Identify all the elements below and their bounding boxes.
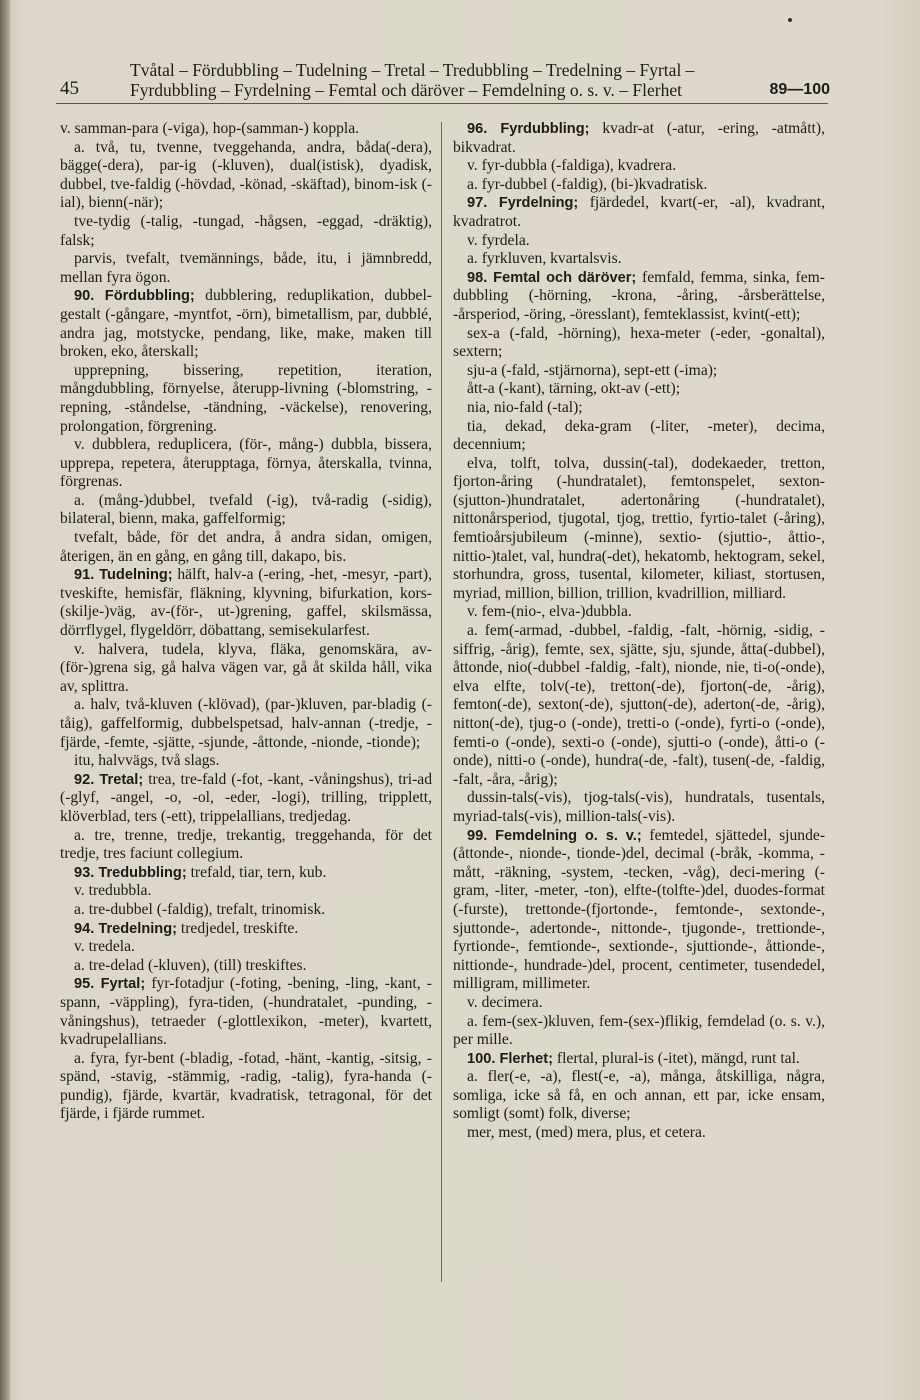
entry-text: v. tredubbla. — [74, 882, 152, 900]
entry-paragraph — [60, 752, 432, 771]
entry-text: tia, dekad, deka-gram (-liter, -meter), decima, decennium; — [453, 417, 825, 454]
entry-heading-paragraph — [60, 920, 432, 939]
entry-paragraph — [453, 232, 825, 251]
entry-paragraph — [60, 492, 432, 529]
entry-heading-paragraph — [60, 864, 432, 883]
ink-speck — [788, 18, 792, 22]
entry-paragraph — [453, 603, 825, 622]
entry-text: a. fyra, fyr-bent (-bladig, -fotad, -hänt, -kantig, -sitsig, -spänd, -stavig, -stämmig, -radig, -talig), fyra-handa (-pundig), fjärde, kvartär, kvadratisk, tetragonal, för det fjärde, i fjärde rummet. — [60, 1049, 432, 1123]
entry-headword: 94. Tredelning; — [74, 920, 177, 937]
running-header-line-2-row — [130, 80, 830, 100]
entry-paragraph — [453, 994, 825, 1013]
entry-paragraph — [60, 827, 432, 864]
entry-paragraph — [453, 325, 825, 362]
entry-text: a. två, tu, tvenne, tveggehanda, andra, båda(-dera), bägge(-dera), par-ig (-kluven), dual(istisk), dyadisk, dubbel, tve-faldig (-hövdad, -könad, -skäftad), binom-isk (-ial), bienn(-när); — [60, 138, 432, 212]
entry-heading-paragraph — [60, 566, 432, 640]
right-column — [453, 120, 825, 1143]
entry-text: trea, tre-fald (-fot, -kant, -våningshus), tri-ad (-glyf, -angel, -o, -ol, -eder, -logi), trilling, tripplett, klöverblad, ters (-ett), trippelallians, tredjedag. — [60, 770, 432, 825]
entry-text: a. fler(-e, -a), flest(-e, -a), många, åtskilliga, några, somliga, icke så få, en och annan, ett par, icke ensam, somligt (somt) folk, diverse; — [453, 1068, 825, 1123]
entry-heading-paragraph — [453, 1050, 825, 1069]
entry-paragraph — [60, 362, 432, 436]
entry-text: kvadr-at (-atur, -ering, -atmått), bikvadrat. — [453, 120, 825, 156]
entry-paragraph — [453, 789, 825, 826]
entry-text: a. fem-(sex-)kluven, fem-(sex-)flikig, femdelad (o. s. v.), per mille. — [453, 1012, 825, 1049]
entry-text: v. fyrdela. — [467, 231, 530, 249]
entry-text: hälft, halv-a (-ering, -het, -mesyr, -part), tveskifte, hemisfär, fläkning, klyvning, bifurkation, kors-(skilje-)väg, av-(för-, ut-)grening, gaffel, skilsmässa, dörrflygel, flygeldörr, döbattang, semisekularfest. — [60, 566, 432, 640]
running-header-line-2: Fyrdubbling – Fyrdelning – Femtal och däröver – Femdelning o. s. v. – Flerhet — [130, 80, 682, 100]
entry-text: v. dubblera, reduplicera, (för-, mång-) dubbla, bissera, upprepa, repetera, återupptaga, förnya, återskalla, tvinna, förgrenas. — [60, 436, 432, 491]
entry-heading-paragraph — [60, 287, 432, 361]
left-column — [60, 120, 432, 1124]
running-header — [130, 60, 830, 100]
entry-paragraph — [60, 436, 432, 492]
entry-paragraph — [453, 362, 825, 381]
entry-heading-paragraph — [453, 194, 825, 231]
entry-text: v. tredela. — [74, 938, 135, 956]
entry-paragraph — [453, 399, 825, 418]
entry-text: a. tre, trenne, tredje, trekantig, treggehanda, för det tredje, tres faciunt collegium. — [60, 826, 432, 863]
entry-paragraph — [60, 696, 432, 752]
entry-paragraph — [453, 176, 825, 195]
entry-text: a. fem(-armad, -dubbel, -faldig, -falt, -hörnig, -sidig, -siffrig, -årig), femte, sex, sjätte, sju, sjunde, åtta(-dubbel), åttonde, nio(-dubbel -faldig, -falt), nionde, nie, ti-o(-onde), elva elfte, tolv(-te), tretton(-de), fjorton(-de, -årig), femton(-de), sexton(-de), sjutton(-de), aderton(-de, -årig), nitton(-de), tjug-o (-onde), tretti-o (-onde), fyrti-o (-onde), femti-o (-onde), sexti-o (-onde), sjutti-o (-onde), åtti-o (-onde), nitti-o (-onde), hundra(-de, -falt), tusen(-de, -faldig, -falt, -åra, -årig); — [453, 622, 825, 788]
entry-heading-paragraph — [60, 771, 432, 827]
entry-text: trefald, tiar, tern, kub. — [186, 863, 327, 881]
header-rule — [56, 103, 828, 104]
entry-text: sju-a (-fald, -stjärnorna), sept-ett (-ima); — [467, 361, 718, 379]
entry-text: a. fyrkluven, kvartalsvis. — [467, 250, 622, 268]
entry-paragraph — [60, 938, 432, 957]
entry-paragraph — [453, 1068, 825, 1124]
entry-heading-paragraph — [60, 975, 432, 1049]
entry-heading-paragraph — [453, 269, 825, 325]
entry-text: v. decimera. — [467, 993, 543, 1011]
entry-text: flertal, plural-is (-itet), mängd, runt tal. — [552, 1049, 800, 1067]
entry-paragraph — [60, 901, 432, 920]
page-spine-shadow — [0, 0, 10, 1400]
entry-text: upprepning, bissering, repetition, iteration, mångdubbling, förnyelse, återupp-livning (-blomstring, -repning, -ståndelse, -tändning, -väckelse), renovering, prolongation, förgrening. — [60, 361, 432, 435]
entry-paragraph — [60, 120, 432, 139]
entry-paragraph — [60, 213, 432, 250]
section-range: 89—100 — [769, 81, 830, 98]
entry-paragraph — [60, 641, 432, 697]
entry-heading-paragraph — [453, 120, 825, 157]
entry-text: tve-tydig (-talig, -tungad, -hågsen, -eggad, -dräktig), falsk; — [60, 212, 432, 249]
entry-text: sex-a (-fald, -hörning), hexa-meter (-eder, -gonaltal), sextern; — [453, 324, 825, 361]
entry-paragraph — [453, 157, 825, 176]
entry-headword: 99. Femdelning o. s. v.; — [467, 827, 642, 844]
entry-text: v. samman-para (-viga), hop-(samman-) koppla. — [60, 120, 360, 137]
entry-text: itu, halvvägs, två slags. — [74, 752, 220, 770]
entry-text: fjärdedel, kvart(-er, -al), kvadrant, kvadratrot. — [453, 194, 825, 230]
entry-text: a. (mång-)dubbel, tvefald (-ig), två-radig (-sidig), bilateral, bienn, maka, gaffelformig; — [60, 491, 432, 528]
page-number: 45 — [60, 78, 79, 99]
entry-text: a. halv, två-kluven (-klövad), (par-)kluven, par-bladig (-tåig), gaffelformig, dubbelspetsad, halv-annan (-tredje, -fjärde, -femte, -sjätte, -sjunde, -åttonde, -nionde, -tionde); — [60, 696, 432, 751]
entry-paragraph — [453, 1124, 825, 1143]
entry-text: femfald, femma, sinka, fem-dubbling (-hörning, -krona, -åring, -årsberättelse, -årsperiod, -öring, -öresslant), femteklassist, kvint(-ett); — [453, 268, 825, 323]
entry-paragraph — [453, 250, 825, 269]
entry-text: tredjedel, treskifte. — [177, 919, 299, 937]
entry-text: fyr-fotadjur (-foting, -bening, -ling, -kant, -spann, -väppling), fyra-tiden, (-hundratalet, -punding, -våningshus), tetraeder (-glottlexikon, -meter), kvartett, kvadrupelallians. — [60, 975, 432, 1049]
entry-paragraph — [60, 250, 432, 287]
entry-headword: 90. Fördubbling; — [74, 288, 195, 305]
entry-paragraph — [60, 529, 432, 566]
entry-paragraph — [453, 380, 825, 399]
entry-paragraph — [453, 418, 825, 455]
entry-text: a. tre-delad (-kluven), (till) treskiftes. — [74, 956, 307, 974]
entry-text: nia, nio-fald (-tal); — [467, 398, 583, 416]
entry-paragraph — [60, 139, 432, 213]
entry-headword: 97. Fyrdelning; — [467, 195, 579, 212]
entry-text: dussin-tals(-vis), tjog-tals(-vis), hundratals, tusentals, myriad-tals(-vis), million-tals(-vis). — [453, 789, 825, 825]
entry-text: v. fyr-dubbla (-faldiga), kvadrera. — [467, 157, 677, 175]
entry-paragraph — [453, 622, 825, 789]
entry-headword: 95. Fyrtal; — [74, 976, 146, 993]
entry-text: parvis, tvefalt, tvemännings, både, itu, i jämnbredd, mellan fyra ögon. — [60, 250, 432, 286]
entry-paragraph — [60, 1050, 432, 1124]
entry-text: a. fyr-dubbel (-faldig), (bi-)kvadratisk. — [467, 175, 708, 193]
entry-text: a. tre-dubbel (-faldig), trefalt, trinomisk. — [74, 900, 326, 918]
entry-text: femtedel, sjättedel, sjunde-(åttonde-, nionde-, tionde-)del, decimal (-bråk, -komma, -mått, -räkning, -system, -tecken, -våg), deci-mering (-gram, -liter, -meter, -ton), elfte-(tolfte-)del, duodes-format (-furste), trettonde-(fjortonde-, femtonde-, sextonde-, sjuttonde-, adertonde-, nittonde-, tjugonde-, trettionde-, fyrtionde-, femtionde-, sextionde-, sjuttionde-, åttionde-, nittionde-, hundrade-)del, procent, centimeter, tusendedel, milligram, millimeter. — [453, 826, 826, 993]
entry-paragraph — [60, 957, 432, 976]
entry-heading-paragraph — [453, 827, 825, 994]
entry-text: v. fem-(nio-, elva-)dubbla. — [467, 603, 632, 621]
entry-text: elva, tolft, tolva, dussin(-tal), dodekaeder, tretton, fjorton-åring (-hundratalet), femtonspelet, sexton-(sjutton-)hundratalet, adertonåring (-hundratalet), nittonårsperiod, tjugotal, tjog, trettio, fyrtio-talet (-åring), femtioårsjubileum (-minne), sextio- (sjuttio-, åttio-, nittio-)talet, val, hundra(-det), hekatomb, hektogram, sekel, storhundra, gross, tusental, kilometer, kiliast, stortusen, myriad, million, billion, trillion, kvadrillion, milliard. — [453, 454, 825, 602]
entry-paragraph — [60, 882, 432, 901]
entry-headword: 93. Tredubbling; — [74, 864, 187, 881]
entry-text: tvefalt, både, för det andra, å andra sidan, omigen, återigen, än en gång, en gång till, dakapo, bis. — [60, 529, 432, 565]
entry-text: dubblering, reduplikation, dubbel-gestalt (-gångare, -myntfot, -örn), bimetallism, par, dubblé, andra jag, motstycke, pendang, like, make, maken till broken, eko, återskall; — [60, 287, 432, 361]
entry-headword: 91. Tudelning; — [74, 567, 173, 584]
entry-headword: 92. Tretal; — [74, 771, 144, 788]
running-header-line-1: Tvåtal – Fördubbling – Tudelning – Tretal – Tredubbling – Tredelning – Fyrtal – — [130, 60, 695, 80]
entry-headword: 100. Flerhet; — [467, 1050, 553, 1067]
entry-text: ått-a (-kant), tärning, okt-av (-ett); — [467, 380, 681, 398]
entry-text: mer, mest, (med) mera, plus, et cetera. — [467, 1124, 706, 1142]
entry-paragraph — [453, 455, 825, 604]
entry-headword: 98. Femtal och däröver; — [467, 269, 637, 286]
entry-headword: 96. Fyrdubbling; — [467, 121, 590, 137]
entry-paragraph — [453, 1013, 825, 1050]
column-divider — [441, 122, 442, 1282]
entry-text: v. halvera, tudela, klyva, fläka, genomskära, av-(för-)grena sig, gå halva vägen var, gå åt skilda håll, vika av, splittra. — [60, 640, 432, 695]
